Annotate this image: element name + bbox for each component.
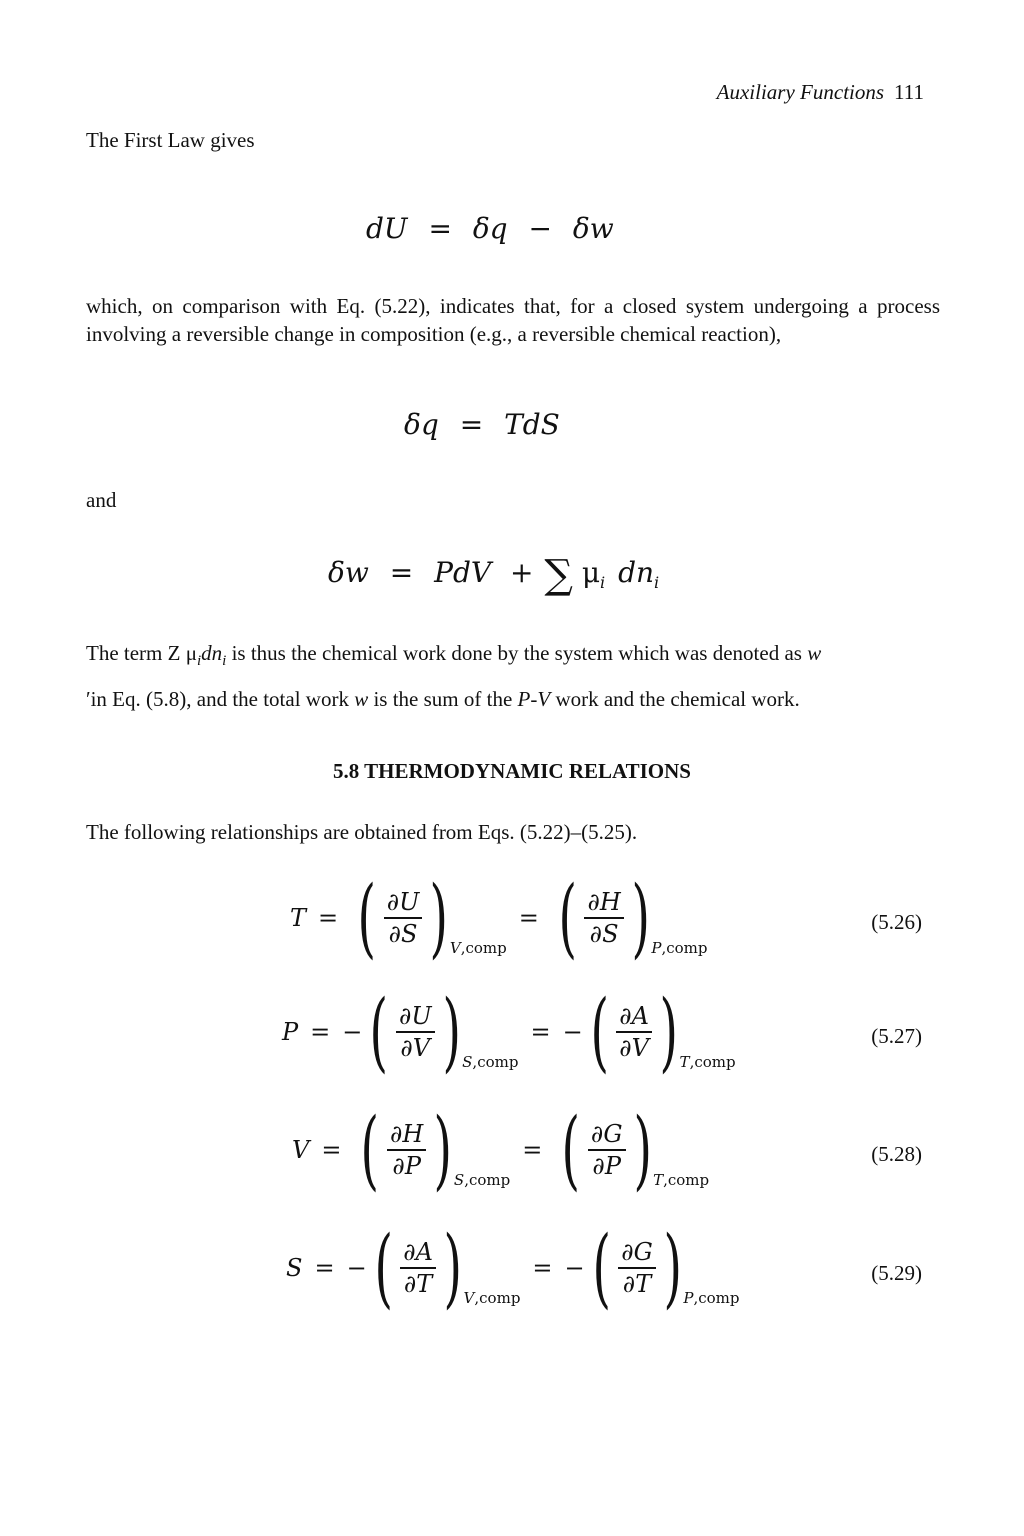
eq29-lhs: S <box>286 1254 303 1282</box>
eq29-derivative-2: ( $\frac{\partial G}{\partial T}$ ) P,comp <box>592 1218 740 1318</box>
eq27-lhs: P <box>282 1018 299 1046</box>
eq28-derivative-2: ( $\frac{\partial G}{\partial P}$ ) T,comp <box>561 1100 710 1200</box>
eq29-sub-2-var: P <box>683 1289 694 1307</box>
equation-number-5-26: (5.26) <box>871 910 922 934</box>
eq-work-pdv: PdV <box>434 556 492 589</box>
eq27-derivative-1: ( $\frac{\partial U}{\partial V}$ ) S,comp <box>369 982 519 1082</box>
eq-work-plus: + <box>510 556 534 589</box>
eq28-den-2: ∂P <box>592 1151 621 1180</box>
eq26-den-2: ∂S <box>589 919 619 948</box>
summation-icon: ∑ <box>544 552 573 598</box>
eq-minus: − <box>528 212 552 245</box>
paragraph-and: and <box>86 488 117 512</box>
running-header <box>717 80 924 105</box>
eq26-num-1: ∂U <box>386 888 420 917</box>
equation-work <box>328 552 659 598</box>
p4-dn: dn <box>201 641 223 665</box>
eq-work-mu-sub: i <box>600 573 606 592</box>
eq26-sub-2-rest: ,comp <box>661 939 708 957</box>
eq29-sign-1: − <box>346 1254 367 1282</box>
eq27-num-1: ∂U <box>398 1002 432 1031</box>
eq27-num-2: ∂A <box>619 1002 649 1031</box>
equation-first-law <box>366 212 614 245</box>
eq28-derivative-1: ( $\frac{\partial H}{\partial P}$ ) S,comp <box>361 1100 511 1200</box>
eq29-den-1: ∂T <box>403 1269 433 1298</box>
eq27-equals-2: = <box>530 1018 551 1046</box>
eq29-num-2: ∂G <box>621 1238 653 1267</box>
equation-number-5-27: (5.27) <box>871 1024 922 1048</box>
running-title: Auxiliary Functions <box>716 80 885 104</box>
equation-heat <box>404 408 560 441</box>
eq27-sign-1: − <box>342 1018 363 1046</box>
eq-work-equals: = <box>389 556 414 589</box>
eq28-equals-1: = <box>321 1136 342 1164</box>
p4-text-4: is the sum of the <box>368 687 518 712</box>
p4-sub-1: i <box>196 653 202 670</box>
eq28-num-2: ∂G <box>590 1120 623 1149</box>
equation-5-26 <box>290 868 707 968</box>
eq27-den-2: ∂V <box>619 1033 649 1062</box>
equation-5-29 <box>286 1218 739 1318</box>
p4-text-3: in Eq. (5.8), and the total work <box>90 687 355 712</box>
eq28-sub-2-rest: ,comp <box>663 1171 710 1189</box>
paragraph-chemical-work <box>86 634 940 718</box>
eq26-sub-1-var: V <box>449 939 461 957</box>
eq26-lhs: T <box>290 904 307 932</box>
eq-equals: = <box>428 212 452 245</box>
eq-heat-term: δq <box>472 212 508 245</box>
eq26-equals-2: = <box>518 904 539 932</box>
section-heading: 5.8 THERMODYNAMIC RELATIONS <box>332 759 691 783</box>
eq26-derivative-2: ( $\frac{\partial H}{\partial S}$ ) P,comp <box>558 868 708 968</box>
eq-work-dn-sub: i <box>654 573 660 592</box>
eq27-den-1: ∂V <box>400 1033 431 1062</box>
eq-heat-equals: = <box>459 408 484 441</box>
eq-work-term: δw <box>572 212 614 245</box>
eq28-sub-2-var: T <box>653 1171 664 1189</box>
eq27-sub-1-rest: ,comp <box>472 1053 519 1071</box>
p4-w: w <box>354 687 369 712</box>
eq28-num-1: ∂H <box>390 1120 424 1149</box>
eq27-derivative-2: ( $\frac{\partial A}{\partial V}$ ) T,comp <box>590 982 736 1082</box>
eq-lhs: dU <box>366 212 408 245</box>
eq27-equals-1: = <box>310 1018 331 1046</box>
eq29-den-2: ∂T <box>622 1269 652 1298</box>
equation-number-5-29: (5.29) <box>871 1261 922 1285</box>
p4-sub-2: i <box>222 653 227 670</box>
eq-heat-lhs: δq <box>404 408 439 441</box>
p4-text-5: work and the chemical work. <box>550 687 800 712</box>
eq27-sub-2-rest: ,comp <box>689 1053 736 1071</box>
eq-work-mu: μ <box>581 556 601 589</box>
p4-text-1: The term Z μ <box>86 641 197 665</box>
eq29-sign-2: − <box>564 1254 585 1282</box>
eq27-sub-1-var: S <box>462 1053 473 1071</box>
eq29-equals-1: = <box>314 1254 335 1282</box>
p4-w-prime: w <box>807 641 822 665</box>
equation-5-28 <box>292 1100 709 1200</box>
eq28-lhs: V <box>292 1136 310 1164</box>
eq29-sub-2-rest: ,comp <box>693 1289 740 1307</box>
eq26-sub-2-var: P <box>651 939 662 957</box>
eq-heat-rhs: TdS <box>504 408 560 441</box>
eq27-sub-2-var: T <box>679 1053 690 1071</box>
eq29-equals-2: = <box>532 1254 553 1282</box>
eq29-num-1: ∂A <box>403 1238 433 1267</box>
eq29-derivative-1: ( $\frac{\partial A}{\partial T}$ ) V,comp <box>374 1218 521 1318</box>
eq26-sub-1-rest: ,comp <box>460 939 507 957</box>
p4-text-2: is thus the chemical work done by the system which was denoted as <box>226 641 808 665</box>
eq28-sub-1-var: S <box>453 1171 465 1189</box>
paragraph-comparison: which, on comparison with Eq. (5.22), indicates that, for a closed system undergoing a process involving a reversible change in composition (e.g., a reversible chemical reaction), <box>86 294 940 346</box>
eq29-sub-1-rest: ,comp <box>474 1289 521 1307</box>
equation-5-27 <box>282 982 736 1082</box>
eq26-derivative-1: ( $\frac{\partial U}{\partial S}$ ) V,comp <box>357 868 507 968</box>
eq-work-dn: dn <box>618 556 655 589</box>
p4-pv: P-V <box>517 687 551 712</box>
paragraph-first-law: The First Law gives <box>86 128 255 152</box>
eq28-den-1: ∂P <box>392 1151 421 1180</box>
eq-work-lhs: δw <box>328 556 369 589</box>
eq26-num-2: ∂H <box>587 888 621 917</box>
equation-number-5-28: (5.28) <box>871 1142 922 1166</box>
eq28-equals-2: = <box>522 1136 543 1164</box>
eq26-equals-1: = <box>318 904 339 932</box>
eq26-den-1: ∂S <box>388 919 418 948</box>
eq29-sub-1-var: V <box>463 1289 475 1307</box>
eq28-sub-1-rest: ,comp <box>464 1171 511 1189</box>
p4-prime-mark: ′ <box>86 687 91 712</box>
eq27-sign-2: − <box>562 1018 583 1046</box>
page-number: 111 <box>894 80 924 104</box>
paragraph-relationships: The following relationships are obtained from Eqs. (5.22)–(5.25). <box>86 820 638 844</box>
